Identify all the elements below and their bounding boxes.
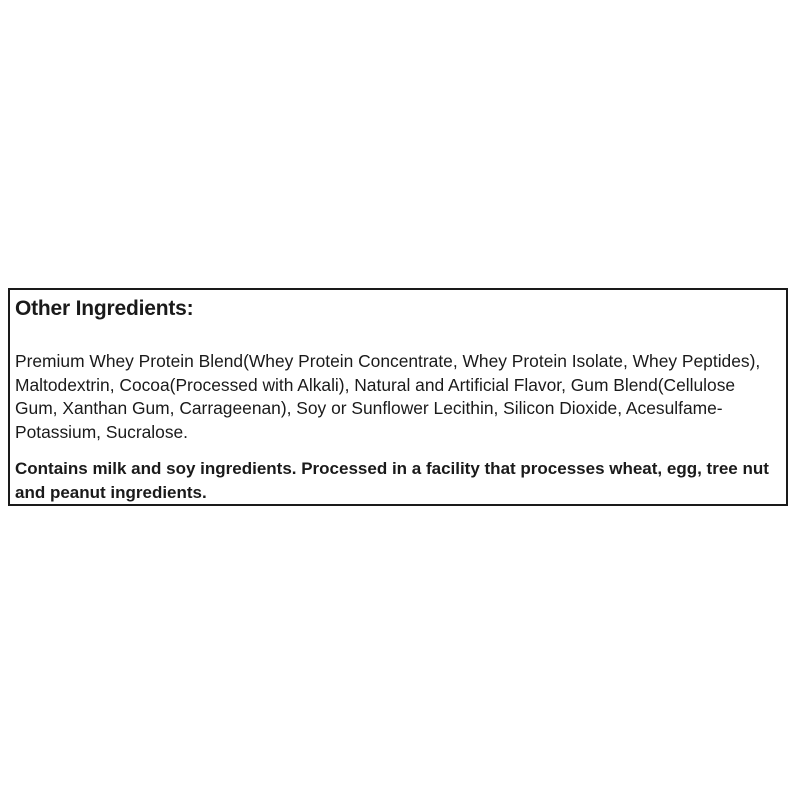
- ingredients-list: Premium Whey Protein Blend(Whey Protein Concentrate, Whey Protein Isolate, Whey Peptides), Maltodextrin, Cocoa(Processed with Alkali), Natural and Artificial Flavor, Gum Blend(Cellulose Gum, Xanthan Gum, Carrageenan), Soy or Sunflower Lecithin, Silicon Dioxide, Acesulfame-Potassium, Sucralose.: [15, 351, 761, 442]
- other-ingredients-heading: Other Ingredients:: [15, 297, 194, 320]
- ingredients-label-box: [8, 288, 788, 506]
- allergen-statement: Contains milk and soy ingredients. Processed in a facility that processes wheat, egg, tree nut and peanut ingredients.: [15, 459, 769, 502]
